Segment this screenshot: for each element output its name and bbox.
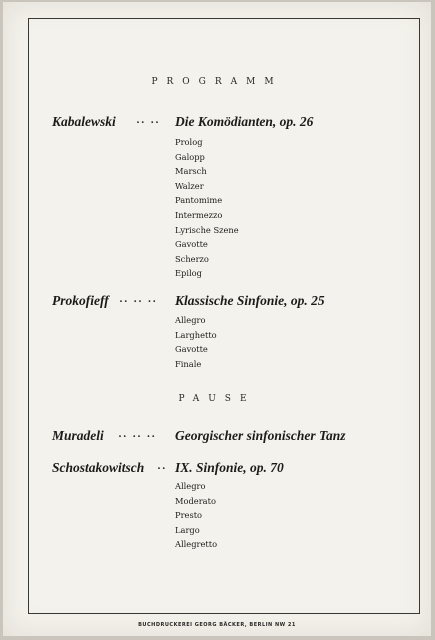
work-title: Georgischer sinfonischer Tanz <box>175 428 346 443</box>
work-title: IX. Sinfonie, op. 70 <box>175 460 284 475</box>
movement-item: Galopp <box>175 151 205 162</box>
composer-name: Schostakowitsch <box>52 460 145 475</box>
movement-item: Finale <box>175 358 202 369</box>
composer-name: Prokofieff <box>52 293 109 308</box>
program-sheet <box>3 2 431 636</box>
movement-item: Presto <box>175 510 203 521</box>
movement-item: Larghetto <box>175 329 217 340</box>
movement-item: Gavotte <box>175 239 208 250</box>
movement-item: Marsch <box>175 166 207 177</box>
work-schostakowitsch <box>3 460 431 480</box>
page-border <box>28 18 420 614</box>
movement-item: Gavotte <box>175 344 208 355</box>
movement-list-kabalewski <box>175 135 239 281</box>
movement-item: Walzer <box>175 180 204 191</box>
work-kabalewski <box>3 114 431 134</box>
movement-item: Epilog <box>175 268 202 279</box>
program-heading: PROGRAMM <box>151 77 283 87</box>
leader-dots: .. .. <box>137 114 161 126</box>
movement-item: Allegro <box>175 315 206 325</box>
movement-item: Largo <box>175 524 200 535</box>
movement-item: Scherzo <box>175 253 209 264</box>
intermission-heading: PAUSE <box>178 394 256 404</box>
leader-dots: .. .. .. <box>119 428 157 440</box>
movement-item: Lyrische Szene <box>175 224 239 235</box>
work-prokofieff <box>3 293 431 313</box>
movement-item: Prolog <box>175 137 203 147</box>
work-title: Die Komödianten, op. 26 <box>175 114 314 129</box>
work-muradeli <box>3 428 431 448</box>
printer-imprint: BUCHDRUCKEREI GEORG BÄCKER, BERLIN NW 21 <box>138 622 296 628</box>
composer-name: Kabalewski <box>52 114 116 129</box>
movement-item: Allegro <box>175 481 206 491</box>
movement-item: Intermezzo <box>175 209 223 220</box>
work-title: Klassische Sinfonie, op. 25 <box>175 293 325 308</box>
leader-dots: .. .. .. <box>120 293 158 305</box>
composer-name: Muradeli <box>52 428 104 443</box>
movement-list-schostakowitsch <box>175 479 217 552</box>
movement-item: Allegretto <box>175 539 218 550</box>
movement-list-prokofieff <box>175 313 217 371</box>
leader-dots: .. <box>158 460 168 472</box>
movement-item: Moderato <box>175 495 216 506</box>
movement-item: Pantomime <box>175 195 223 206</box>
